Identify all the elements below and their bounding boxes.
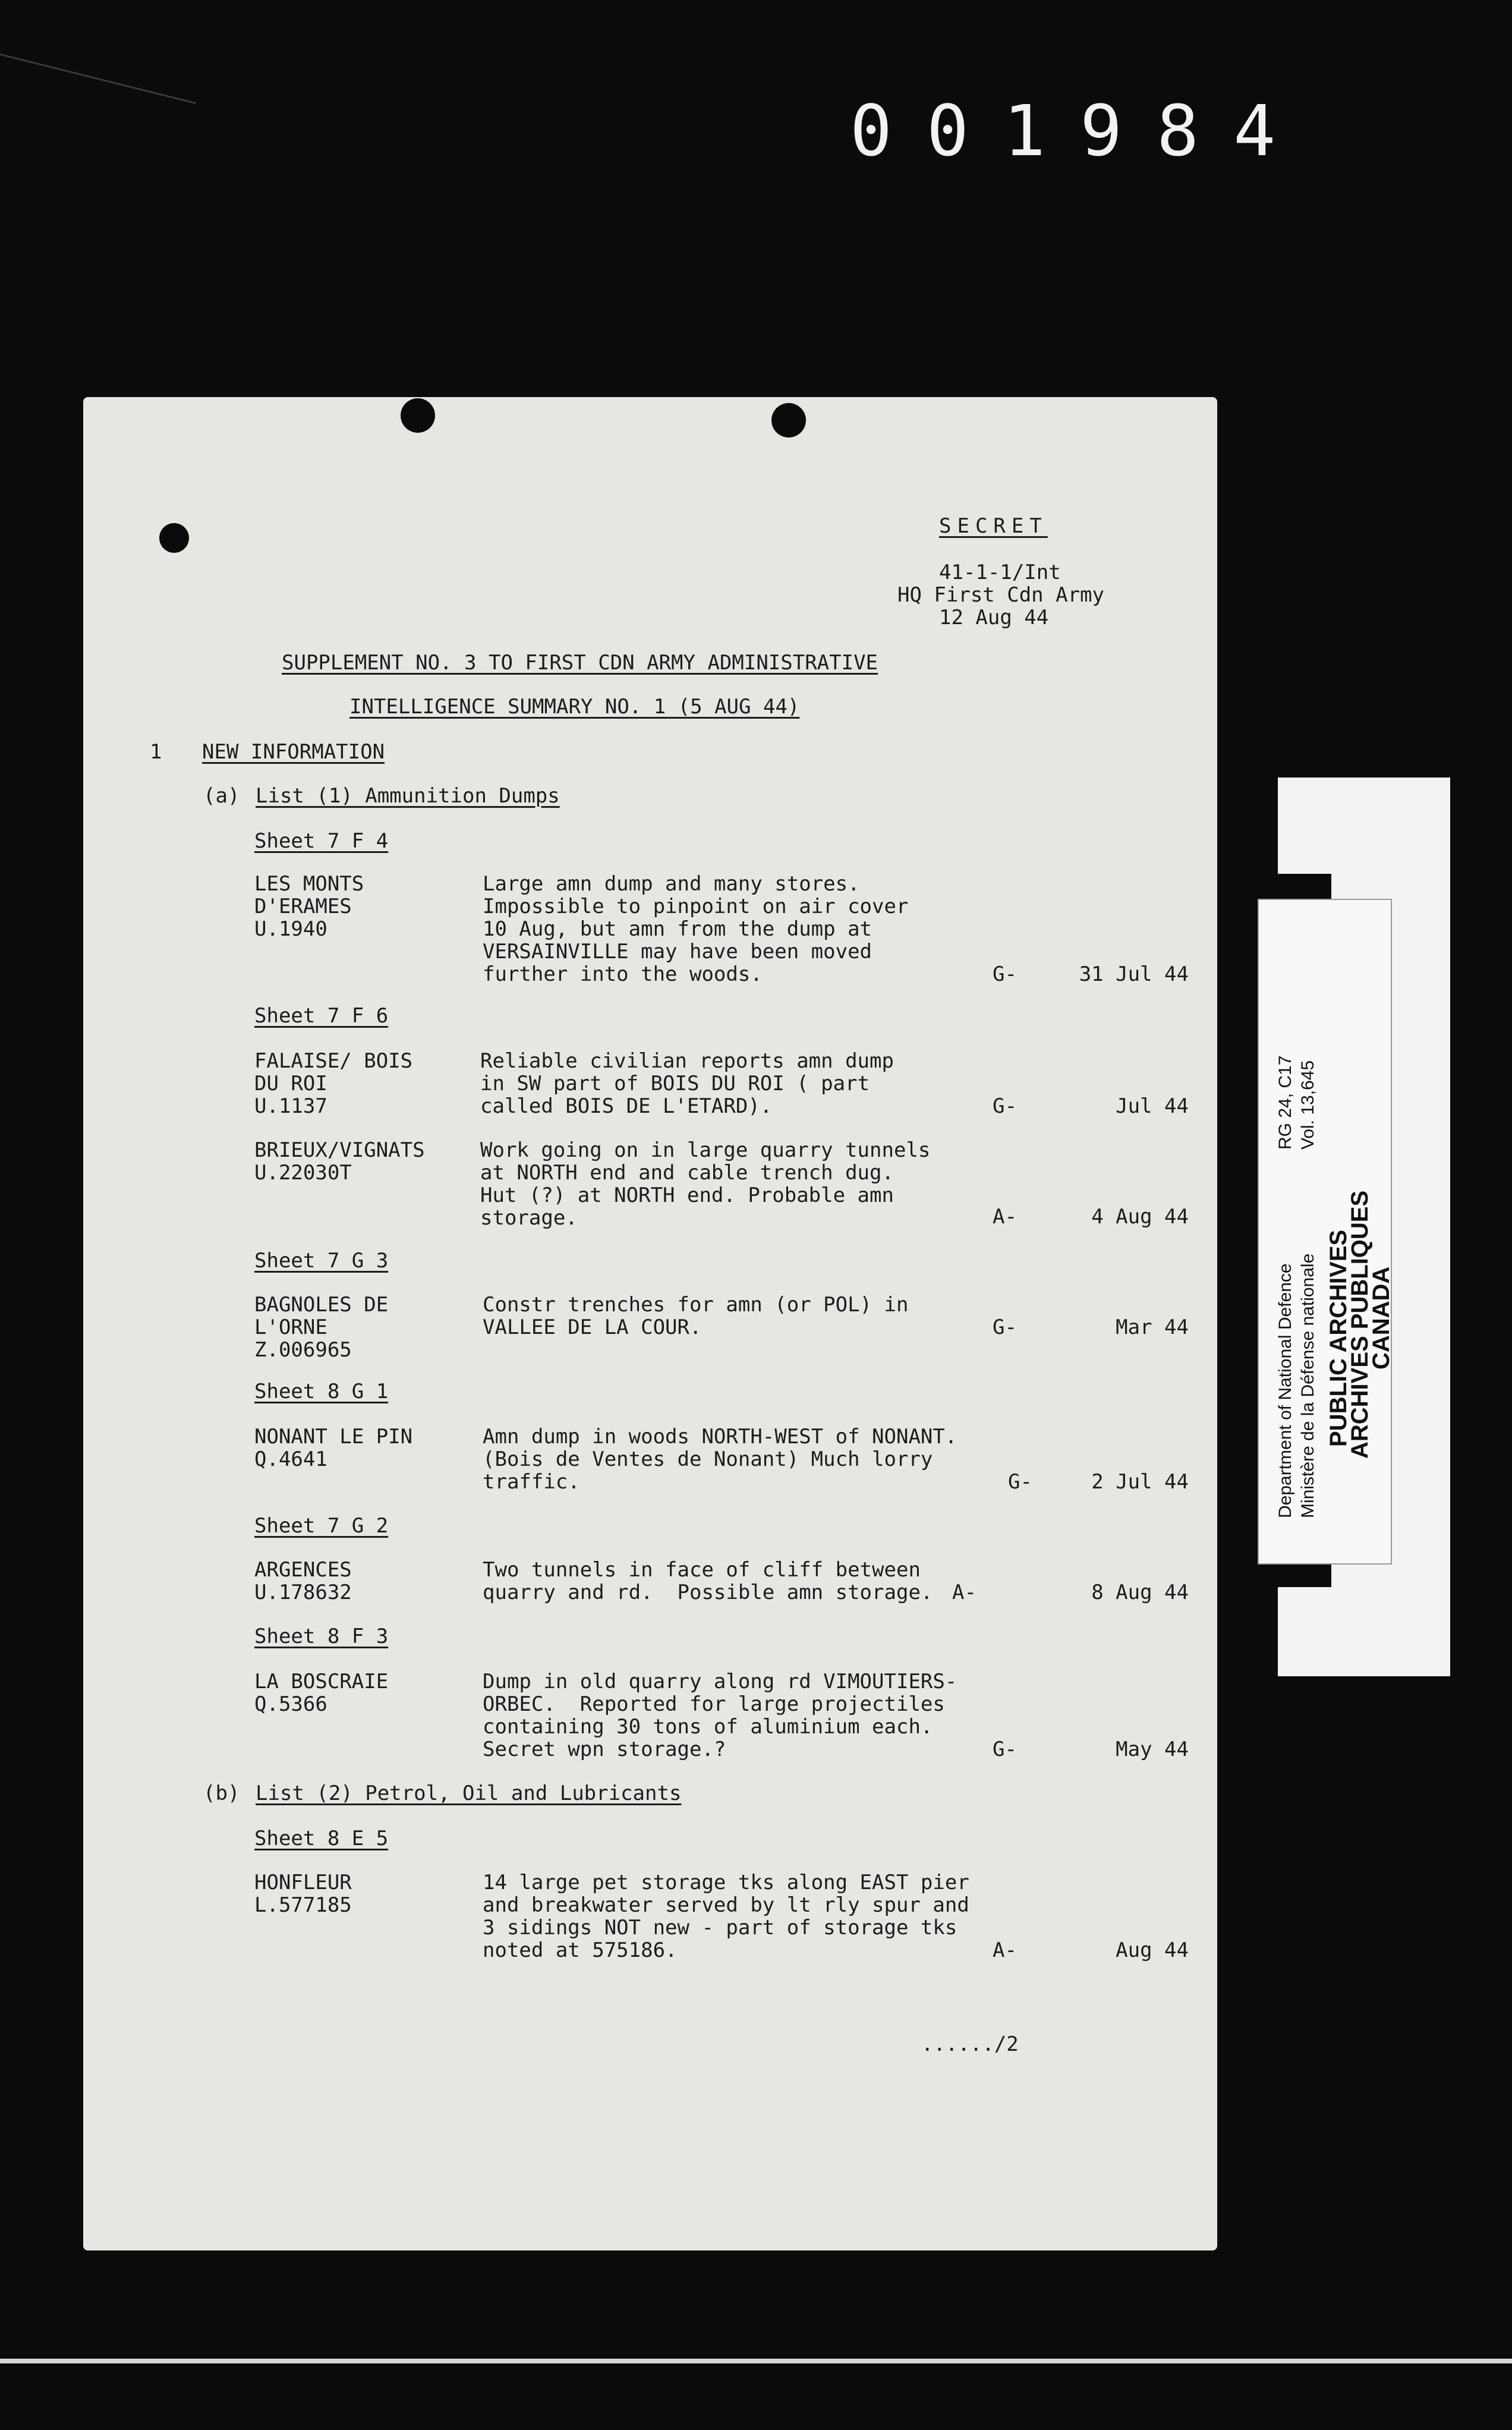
punch-hole bbox=[771, 403, 806, 437]
entry-description: Work going on in large quarry tunnels at NORTH end and cable trench dug. Hut (?) at NORTH end. Probable amn storage. bbox=[480, 1138, 931, 1230]
sheet-heading: Sheet 7 G 3 bbox=[254, 1249, 389, 1273]
stamp-dept-fr: Ministère de la Défense nationale bbox=[1298, 1253, 1318, 1518]
entry-grade: G- bbox=[993, 1737, 1017, 1761]
classification-marking: SECRET bbox=[939, 514, 1048, 538]
entry-grade: A- bbox=[993, 1205, 1017, 1229]
list-a-title: List (1) Ammunition Dumps bbox=[256, 784, 560, 808]
section-number: 1 bbox=[150, 740, 162, 764]
document-date: 12 Aug 44 bbox=[939, 606, 1049, 629]
sheet-heading: Sheet 8 F 3 bbox=[254, 1625, 389, 1648]
stamp-dept-en: Department of National Defence bbox=[1275, 1263, 1295, 1518]
stamp-label bbox=[1258, 899, 1392, 1565]
file-reference: 41-1-1/Int bbox=[939, 561, 1061, 584]
stamp-title-fr: ARCHIVES PUBLIQUES bbox=[1347, 1190, 1373, 1459]
entry-date: Aug 44 bbox=[1116, 1938, 1189, 1962]
stamp-volume: Vol. 13,645 bbox=[1298, 1060, 1318, 1150]
entry-description: Large amn dump and many stores. Impossible to pinpoint on air cover 10 Aug, but amn from the dump at VERSAINVILLE may have been moved further into the woods. bbox=[483, 872, 909, 986]
entry-place: BAGNOLES DE L'ORNE Z.006965 bbox=[254, 1293, 389, 1362]
film-edge bbox=[0, 2359, 1512, 2363]
entry-place: BRIEUX/VIGNATS U.22030T bbox=[254, 1138, 425, 1185]
entry-description: 14 large pet storage tks along EAST pier and breakwater served by lt rly spur and 3 sidings NOT new - part of storage tks noted at 575186. bbox=[483, 1871, 969, 1962]
entry-date: 4 Aug 44 bbox=[1091, 1205, 1189, 1229]
entry-description: Reliable civilian reports amn dump in SW part of BOIS DU ROI ( part called BOIS DE L'ETARD). bbox=[480, 1049, 894, 1118]
entry-description: Constr trenches for amn (or POL) in VALLEE DE LA COUR. bbox=[483, 1293, 909, 1339]
entry-place: LES MONTS D'ERAMES U.1940 bbox=[254, 872, 364, 941]
sheet-heading: Sheet 7 F 6 bbox=[254, 1004, 389, 1028]
title-line-1: SUPPLEMENT NO. 3 TO FIRST CDN ARMY ADMINISTRATIVE bbox=[282, 651, 878, 675]
sheet-heading: Sheet 7 G 2 bbox=[254, 1514, 389, 1538]
entry-date: Mar 44 bbox=[1116, 1315, 1189, 1339]
entry-description: Two tunnels in face of cliff between quarry and rd. Possible amn storage. bbox=[483, 1558, 933, 1604]
entry-grade: G- bbox=[993, 1315, 1017, 1339]
entry-description: Amn dump in woods NORTH-WEST of NONANT. (Bois de Ventes de Nonant) Much lorry traffic. bbox=[483, 1425, 957, 1494]
entry-grade: A- bbox=[993, 1938, 1017, 1962]
list-a-marker: (a) bbox=[203, 784, 240, 808]
entry-place: ARGENCES U.178632 bbox=[254, 1558, 352, 1604]
entry-date: 8 Aug 44 bbox=[1091, 1581, 1189, 1604]
entry-date: Jul 44 bbox=[1116, 1094, 1189, 1118]
stamp-title-en: PUBLIC ARCHIVES bbox=[1325, 1229, 1352, 1447]
entry-place: NONANT LE PIN Q.4641 bbox=[254, 1425, 413, 1471]
entry-grade: G- bbox=[993, 962, 1017, 986]
entry-date: 31 Jul 44 bbox=[1079, 962, 1189, 986]
list-b-marker: (b) bbox=[203, 1781, 240, 1805]
frame-number: 001984 bbox=[850, 90, 1311, 172]
headquarters: HQ First Cdn Army bbox=[897, 583, 1104, 607]
punch-hole bbox=[401, 398, 435, 433]
entry-grade: A- bbox=[952, 1581, 976, 1604]
entry-place: HONFLEUR L.577185 bbox=[254, 1871, 352, 1917]
section-title: NEW INFORMATION bbox=[202, 740, 385, 764]
sheet-heading: Sheet 8 E 5 bbox=[254, 1827, 389, 1850]
document-page bbox=[83, 397, 1217, 2250]
stamp-country: CANADA bbox=[1368, 1266, 1394, 1370]
entry-date: May 44 bbox=[1116, 1737, 1189, 1761]
entry-grade: G- bbox=[1008, 1470, 1032, 1494]
sheet-heading: Sheet 8 G 1 bbox=[254, 1380, 389, 1403]
punch-hole bbox=[159, 523, 189, 553]
entry-place: FALAISE/ BOIS DU ROI U.1137 bbox=[254, 1049, 413, 1118]
entry-date: 2 Jul 44 bbox=[1091, 1470, 1189, 1494]
film-edge-mark bbox=[0, 0, 196, 104]
entry-grade: G- bbox=[993, 1094, 1017, 1118]
stamp-rg: RG 24, C17 bbox=[1275, 1055, 1295, 1150]
sheet-heading: Sheet 7 F 4 bbox=[254, 829, 389, 853]
entry-place: LA BOSCRAIE Q.5366 bbox=[254, 1670, 389, 1716]
title-line-2: INTELLIGENCE SUMMARY NO. 1 (5 AUG 44) bbox=[349, 695, 800, 719]
list-b-title: List (2) Petrol, Oil and Lubricants bbox=[256, 1781, 682, 1805]
continuation-mark: ....../2 bbox=[921, 2032, 1019, 2056]
entry-description: Dump in old quarry along rd VIMOUTIERS- ORBEC. Reported for large projectiles containing 30 tons of aluminium each. Secret wpn storage.? bbox=[483, 1670, 957, 1761]
